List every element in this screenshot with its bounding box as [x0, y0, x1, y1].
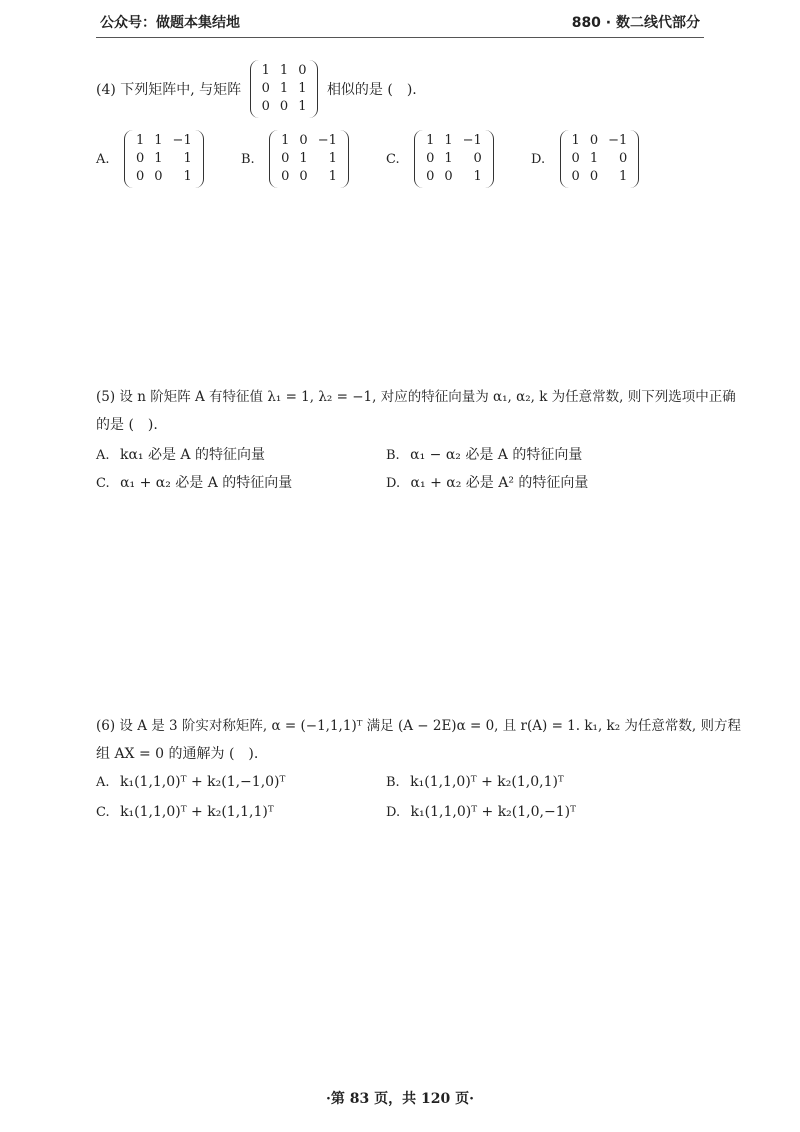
header-left: 公众号：做题本集结地	[100, 15, 240, 31]
option-label: B.	[241, 151, 255, 167]
matrix-cell: 0	[571, 151, 580, 166]
q6-option-c	[96, 804, 274, 820]
option-text: k₁(1,1,0)ᵀ + k₂(1,1,1)ᵀ	[120, 804, 274, 820]
option-label: B.	[386, 774, 400, 790]
matrix-cell: 1	[328, 169, 337, 184]
option-label: A.	[96, 774, 110, 790]
matrix-cell: 1	[473, 169, 482, 184]
option-label: D.	[386, 804, 401, 820]
q4-option-b	[241, 130, 353, 188]
matrix-cell: 1	[426, 133, 435, 148]
matrix-cell: −1	[172, 133, 192, 148]
option-text: k₁(1,1,0)ᵀ + k₂(1,−1,0)ᵀ	[119, 774, 286, 790]
option-label: D.	[531, 151, 546, 167]
option-matrix	[414, 130, 494, 188]
q4-option-c	[386, 130, 498, 188]
matrix-cell: 0	[619, 151, 628, 166]
q6-stem-line2: 组 AX = 0 的通解为 ( ).	[96, 746, 259, 762]
matrix-cell: 1	[444, 151, 453, 166]
matrix-cell: 0	[426, 169, 435, 184]
matrix-cell: 1	[261, 63, 270, 78]
option-matrix	[560, 130, 640, 188]
matrix-cell: 0	[135, 151, 145, 166]
header-rule	[96, 37, 704, 38]
matrix-cell: 1	[281, 133, 290, 148]
matrix-cell: 0	[299, 133, 308, 148]
header-right: 880 · 数二线代部分	[571, 15, 700, 31]
matrix-cell: 1	[444, 133, 453, 148]
matrix-cell: 1	[298, 99, 307, 114]
matrix-cell: 1	[154, 151, 163, 166]
q5-option-a	[96, 444, 265, 464]
option-text: k₁(1,1,0)ᵀ + k₂(1,0,−1)ᵀ	[410, 804, 576, 820]
option-text: α₁ − α₂ 必是 A 的特征向量	[410, 447, 583, 463]
q4-stem-suffix: 相似的是 ( ).	[326, 82, 417, 98]
matrix-cell: 1	[154, 133, 163, 148]
matrix-cell: −1	[462, 133, 482, 148]
matrix-cell: 0	[281, 169, 290, 184]
q5-stem-line2: 的是 ( ).	[96, 417, 158, 433]
matrix-cell: −1	[608, 133, 628, 148]
matrix-cell: 0	[279, 99, 289, 114]
matrix-cell: −1	[317, 133, 337, 148]
matrix-cell: 1	[183, 169, 192, 184]
option-text: kα₁ 必是 A 的特征向量	[119, 447, 265, 463]
matrix-cell: 0	[299, 169, 308, 184]
option-label: C.	[386, 151, 400, 167]
q4-matrix	[250, 60, 319, 118]
q4-stem	[96, 60, 417, 118]
option-matrix	[124, 130, 204, 188]
matrix-cell: 0	[426, 151, 435, 166]
option-text: α₁ + α₂ 必是 A 的特征向量	[120, 475, 293, 491]
matrix-cell: 0	[298, 63, 307, 78]
q4-stem-prefix: (4) 下列矩阵中, 与矩阵	[96, 82, 242, 98]
matrix-cell: 1	[619, 169, 628, 184]
matrix-cell: 0	[261, 99, 270, 114]
matrix-cell: 1	[183, 151, 192, 166]
q6-option-a	[96, 774, 285, 790]
matrix-cell: 1	[571, 133, 580, 148]
matrix-cell: 1	[279, 81, 289, 96]
matrix-cell: 0	[135, 169, 145, 184]
option-label: B.	[386, 447, 400, 463]
matrix-cell: 0	[154, 169, 163, 184]
q5-option-c	[96, 472, 292, 492]
q5-option-b	[386, 444, 582, 464]
q6-option-b	[386, 774, 564, 790]
option-matrix	[269, 130, 349, 188]
option-label: C.	[96, 475, 110, 491]
matrix-cell: 0	[281, 151, 290, 166]
matrix-cell: 1	[135, 133, 145, 148]
matrix-cell: 1	[299, 151, 308, 166]
option-text: α₁ + α₂ 必是 A² 的特征向量	[410, 475, 589, 491]
matrix-cell: 0	[589, 169, 599, 184]
matrix-cell: 1	[328, 151, 337, 166]
option-label: A.	[96, 447, 110, 463]
option-label: C.	[96, 804, 110, 820]
q4-option-a	[96, 130, 208, 188]
q5-stem-line1: (5) 设 n 阶矩阵 A 有特征值 λ₁ = 1, λ₂ = −1, 对应的特征向量为 α₁, α₂, k 为任意常数, 则下列选项中正确	[96, 389, 736, 405]
q6-option-d	[386, 804, 576, 820]
matrix-cell: 0	[261, 81, 270, 96]
matrix-cell: 1	[298, 81, 307, 96]
matrix-cell: 0	[444, 169, 453, 184]
q6-stem-line1: (6) 设 A 是 3 阶实对称矩阵, α = (−1,1,1)ᵀ 满足 (A − 2E)α = 0, 且 r(A) = 1. k₁, k₂ 为任意常数, 则方程	[96, 718, 741, 734]
matrix-cell: 0	[589, 133, 599, 148]
option-label: D.	[386, 475, 401, 491]
q4-option-d	[531, 130, 643, 188]
q5-option-d	[386, 472, 588, 492]
page-footer: ·第 83 页，共 120 页·	[326, 1091, 474, 1107]
option-label: A.	[96, 151, 110, 167]
matrix-cell: 0	[571, 169, 580, 184]
matrix-cell: 0	[473, 151, 482, 166]
matrix-cell: 1	[589, 151, 599, 166]
option-text: k₁(1,1,0)ᵀ + k₂(1,0,1)ᵀ	[410, 774, 564, 790]
matrix-cell: 1	[279, 63, 289, 78]
